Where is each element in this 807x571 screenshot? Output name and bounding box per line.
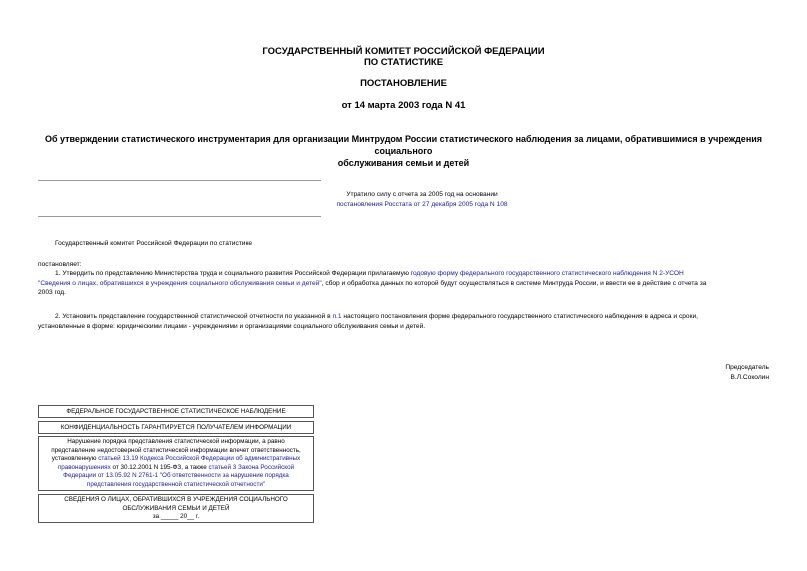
federal-observation-box <box>38 405 314 418</box>
confidentiality-label: КОНФИДЕНЦИАЛЬНОСТЬ ГАРАНТИРУЕТСЯ ПОЛУЧАТЕЛЕМ ИНФОРМАЦИИ <box>60 424 292 431</box>
form-title-line2: ОБСЛУЖИВАНИЯ СЕМЬИ И ДЕТЕЙ <box>122 504 230 512</box>
title-line3: обслуживания семьи и детей <box>337 158 470 168</box>
liability-line3-text: установленную <box>51 455 97 463</box>
federal-observation-label: ФЕДЕРАЛЬНОЕ ГОСУДАРСТВЕННОЕ СТАТИСТИЧЕСКОЕ НАБЛЮДЕНИЕ <box>66 408 286 415</box>
divider-bottom <box>38 216 321 217</box>
revision-note-text: Утратило силу с отчета за 2005 год на основании <box>346 191 498 198</box>
paragraph-1 <box>38 269 773 298</box>
p1-form-title-link[interactable]: "Сведения о лицах, обратившихся в учреждения социального обслуживания семьи и детей" <box>38 279 322 287</box>
liability-line4-text: от 30.12.2001 N 195-ФЗ, а также <box>112 463 207 471</box>
law-article-link-cont[interactable]: Федерации от 13.05.92 N 2761-1 "Об ответственности за нарушение порядка <box>63 472 289 480</box>
p2-text-b: настоящего постановления форме федерального государственного статистического наблюдения в адреса и сроки, <box>343 313 698 320</box>
paragraph-2 <box>38 312 773 331</box>
p1-text-c: 2003 год. <box>38 289 66 296</box>
revision-note-link[interactable]: постановления Росстата от 27 декабря 2005 года N 108 <box>336 200 508 208</box>
law-article-link-end[interactable]: представления государственной статистической отчетности" <box>86 480 266 488</box>
p1-text-b: , сбор и обработка данных по которой будут осуществляться в системе Минтруда России, и ввести ее в действие с отчета за <box>321 279 707 287</box>
divider-top <box>38 180 321 181</box>
signature-block <box>725 363 769 382</box>
law-article-link[interactable]: статьей 3 Закона Российской <box>208 463 295 471</box>
confidentiality-box <box>38 421 314 434</box>
p1-text-a: 1. Утвердить по представлению Министерства труда и социального развития Российской Федерации прилагаемую <box>55 270 409 277</box>
signature-position: Председатель <box>725 364 769 371</box>
liability-line2: представление недостоверной статистической информации влечет ответственность, <box>51 446 301 454</box>
committee-name-line2: ПО СТАТИСТИКЕ <box>363 57 444 68</box>
p2-text-a: 2. Установить представление государственной статистической отчетности по указанной в <box>55 313 331 320</box>
liability-line1: Нарушение порядка представления статистической информации, а равно <box>67 438 285 445</box>
signature-name: В.Л.Соколин <box>730 373 769 381</box>
revision-note <box>38 190 806 209</box>
document-date: от 14 марта 2003 года N 41 <box>341 100 466 111</box>
resolves-text: постановляет: <box>38 261 82 268</box>
document-title <box>0 133 807 169</box>
koap-article-link-cont[interactable]: правонарушениях <box>57 463 111 471</box>
committee-name-line1: ГОСУДАРСТВЕННЫЙ КОМИТЕТ РОССИЙСКОЙ ФЕДЕРАЦИИ <box>262 46 545 57</box>
title-line1: Об утверждении статистического инструментария для организации Минтрудом России статистического наблюдения за лицами, обратившимися в учреждения <box>44 134 763 144</box>
koap-article-link[interactable]: статьей 13.19 Кодекса Российской Федерации об административных <box>98 455 301 463</box>
p2-clause-link[interactable]: п.1 <box>332 313 342 320</box>
p2-text-c: установленные в форме: юридическими лицами - учреждениями и организациями социального обслуживания семьи и детей. <box>38 322 426 330</box>
p1-form-link[interactable]: годовую форму федерального государственного статистического наблюдения N 2-УСОН <box>410 270 684 277</box>
form-period: за _____ 20__ г. <box>152 513 200 521</box>
document-type: ПОСТАНОВЛЕНИЕ <box>360 78 447 89</box>
liability-notice-box <box>38 436 314 491</box>
form-title-box <box>38 494 314 523</box>
form-title-line1: СВЕДЕНИЯ О ЛИЦАХ, ОБРАТИВШИХСЯ В УЧРЕЖДЕНИЯ СОЦИАЛЬНОГО <box>64 496 288 503</box>
intro-text: Государственный комитет Российской Федерации по статистике <box>55 240 253 247</box>
title-line2: социального <box>374 146 433 156</box>
